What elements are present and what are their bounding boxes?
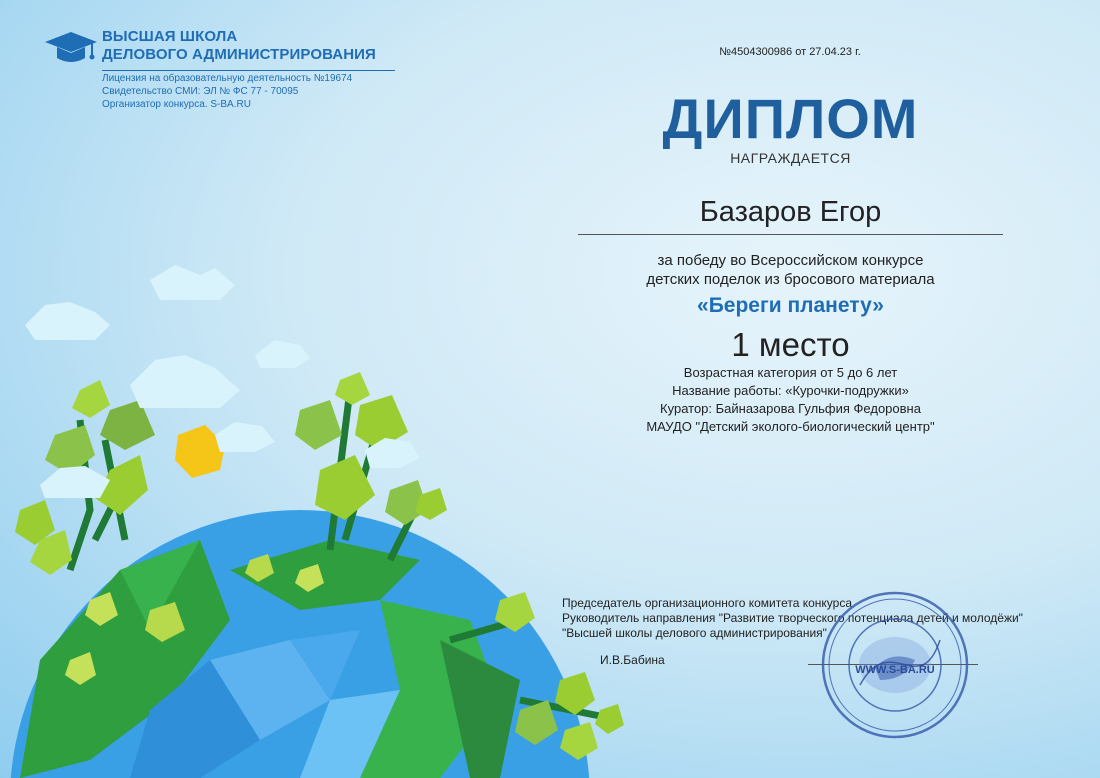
work-title: Название работы: «Курочки-подружки» xyxy=(672,383,909,398)
media-certificate-text: Свидетельство СМИ: ЭЛ № ФС 77 - 70095 xyxy=(102,86,299,97)
contest-name: «Береги планету» xyxy=(697,294,884,317)
curator: Куратор: Байназарова Гульфия Федоровна xyxy=(660,401,921,416)
organizer-divider xyxy=(102,70,395,71)
earth-trees-illustration xyxy=(0,240,680,778)
stamp-text: WWW.S-BA.RU xyxy=(855,664,935,676)
organizer-info xyxy=(102,72,352,111)
awarded-label: НАГРАЖДАЕТСЯ xyxy=(730,150,851,166)
organizer-name xyxy=(102,28,376,64)
graduation-cap-icon xyxy=(45,28,97,68)
reason-line2: детских поделок из бросового материала xyxy=(646,271,935,288)
organizer-name-line2: ДЕЛОВОГО АДМИНИСТРИРОВАНИЯ xyxy=(102,46,376,63)
age-category: Возрастная категория от 5 до 6 лет xyxy=(683,365,898,380)
place: 1 место xyxy=(731,326,850,363)
document-number: №4504300986 от 27.04.23 г. xyxy=(719,46,861,58)
official-stamp-icon xyxy=(820,590,970,740)
sun-icon xyxy=(175,425,225,478)
organizer-name-line1: ВЫСШАЯ ШКОЛА xyxy=(102,28,238,45)
signer-name: И.В.Бабина xyxy=(600,653,665,667)
signature-line2: Руководитель направления "Развитие творческого потенциала детей и молодёжи" xyxy=(562,611,1023,625)
globe-icon xyxy=(10,510,590,778)
recipient-name: Базаров Егор xyxy=(699,196,882,228)
contest-organizer-text: Организатор конкурса. S-BA.RU xyxy=(102,99,251,110)
institution: МАУДО "Детский эколого-биологический центр" xyxy=(646,419,935,434)
diploma-title: ДИПЛОМ xyxy=(662,87,919,150)
recipient-underline xyxy=(578,234,1003,235)
signature-line3: "Высшей школы делового администрирования" xyxy=(562,626,827,640)
signature-line1: Председатель организационного комитета конкурса xyxy=(562,596,852,610)
license-text: Лицензия на образовательную деятельность №19674 xyxy=(102,73,353,84)
reason-line1: за победу во Всероссийском конкурсе xyxy=(657,252,924,269)
